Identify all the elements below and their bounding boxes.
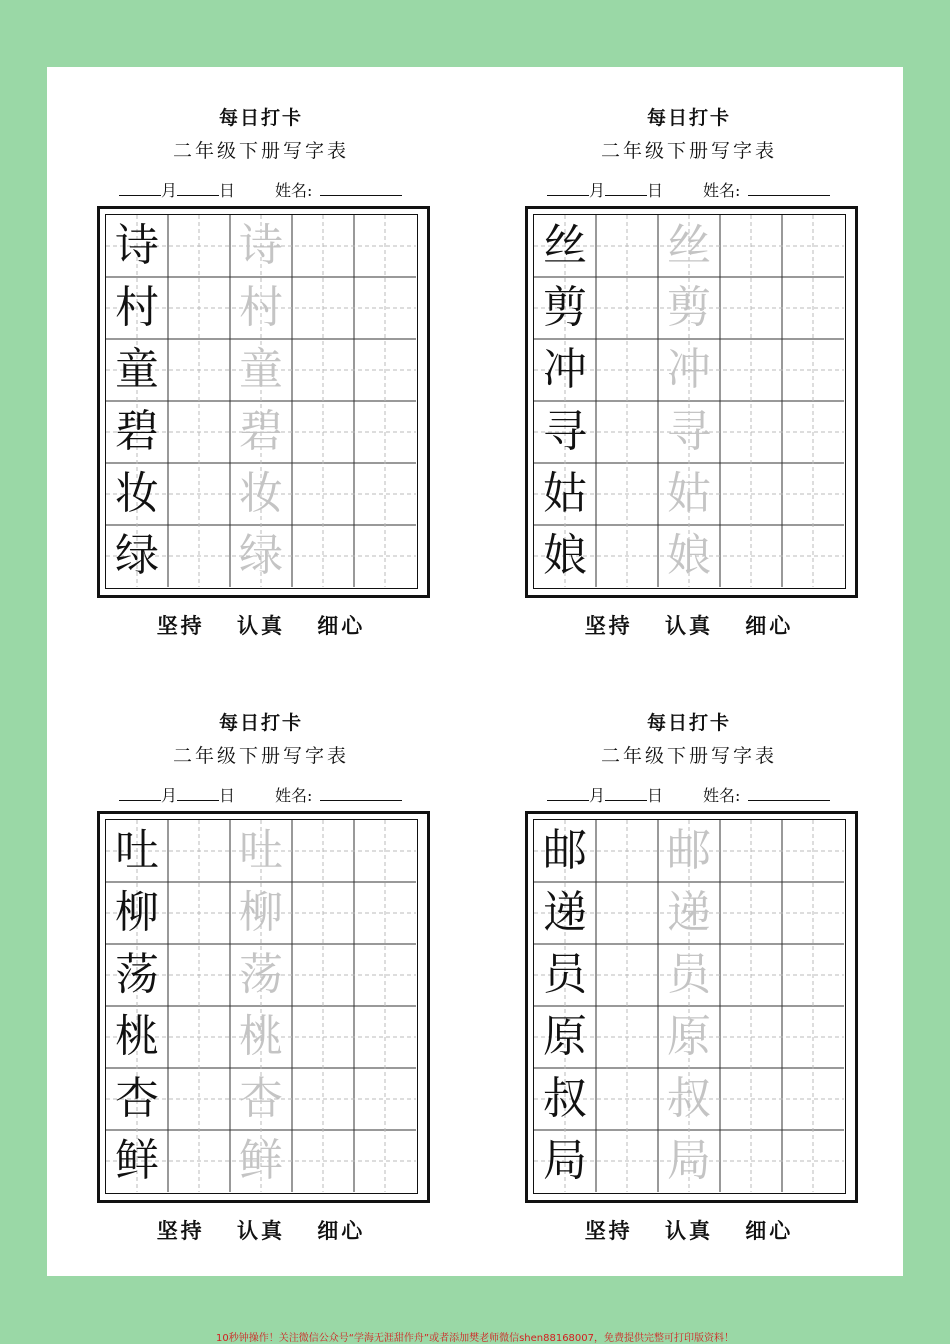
trace-character[interactable]: 村 xyxy=(239,282,283,333)
trace-character[interactable]: 局 xyxy=(667,1135,711,1186)
month-blank[interactable] xyxy=(547,181,589,196)
writing-grid xyxy=(533,214,846,589)
model-character: 绿 xyxy=(115,530,159,581)
model-character: 杏 xyxy=(115,1073,159,1124)
model-character: 递 xyxy=(543,887,587,938)
day-label: 日 xyxy=(647,786,664,805)
writing-grid xyxy=(533,819,846,1194)
model-character: 局 xyxy=(543,1135,587,1186)
motto: 坚持 认真 细心 xyxy=(156,613,366,638)
trace-character[interactable]: 邮 xyxy=(667,825,711,876)
card-title: 每日打卡 xyxy=(218,107,303,129)
trace-character[interactable]: 原 xyxy=(667,1011,711,1062)
name-blank[interactable] xyxy=(748,181,830,196)
footer-notice: 10秒钟操作！关注微信公众号“学海无涯甜作舟”或者添加樊老师微信shen88168007，免费提供完整可打印版资料！ xyxy=(215,1333,735,1344)
practice-card xyxy=(475,672,903,1272)
name-blank[interactable] xyxy=(748,786,830,801)
trace-character[interactable]: 递 xyxy=(667,887,711,938)
model-character: 鲜 xyxy=(115,1135,159,1186)
month-label: 月 xyxy=(589,786,606,805)
trace-character[interactable]: 桃 xyxy=(239,1011,283,1062)
trace-character[interactable]: 绿 xyxy=(239,530,283,581)
model-character: 原 xyxy=(543,1011,587,1062)
model-character: 桃 xyxy=(115,1011,159,1062)
name-label: 姓名: xyxy=(703,786,741,805)
day-label: 日 xyxy=(219,786,236,805)
motto: 坚持 认真 细心 xyxy=(156,1218,366,1243)
model-character: 冲 xyxy=(543,344,587,395)
trace-character[interactable]: 诗 xyxy=(239,220,283,271)
model-character: 寻 xyxy=(543,406,587,457)
trace-character[interactable]: 杏 xyxy=(239,1073,283,1124)
month-blank[interactable] xyxy=(119,181,161,196)
month-label: 月 xyxy=(161,181,178,200)
trace-character[interactable]: 吐 xyxy=(239,825,283,876)
date-name-line xyxy=(119,783,402,806)
name-label: 姓名: xyxy=(703,181,741,200)
date-name-line xyxy=(119,178,402,201)
trace-character[interactable]: 冲 xyxy=(667,344,711,395)
day-blank[interactable] xyxy=(177,786,219,801)
trace-character[interactable]: 童 xyxy=(239,344,283,395)
worksheet-paper xyxy=(47,67,903,1276)
trace-character[interactable]: 妆 xyxy=(239,468,283,519)
model-character: 荡 xyxy=(115,949,159,1000)
model-character: 娘 xyxy=(543,530,587,581)
name-blank[interactable] xyxy=(320,786,402,801)
day-label: 日 xyxy=(219,181,236,200)
day-blank[interactable] xyxy=(177,181,219,196)
model-character: 吐 xyxy=(115,825,159,876)
card-title: 每日打卡 xyxy=(646,107,731,129)
trace-character[interactable]: 荡 xyxy=(239,949,283,1000)
card-subtitle: 二年级下册写字表 xyxy=(172,140,349,162)
model-character: 童 xyxy=(115,344,159,395)
model-character: 诗 xyxy=(115,220,159,271)
trace-character[interactable]: 叔 xyxy=(667,1073,711,1124)
name-blank[interactable] xyxy=(320,181,402,196)
month-label: 月 xyxy=(589,181,606,200)
name-label: 姓名: xyxy=(275,181,313,200)
writing-grid xyxy=(105,819,418,1194)
model-character: 柳 xyxy=(115,887,159,938)
writing-grid xyxy=(105,214,418,589)
trace-character[interactable]: 姑 xyxy=(667,468,711,519)
card-title: 每日打卡 xyxy=(218,712,303,734)
trace-character[interactable]: 娘 xyxy=(667,530,711,581)
month-blank[interactable] xyxy=(119,786,161,801)
model-character: 姑 xyxy=(543,468,587,519)
practice-card xyxy=(47,672,475,1272)
model-character: 剪 xyxy=(543,282,587,333)
model-character: 丝 xyxy=(543,220,587,271)
date-name-line xyxy=(547,783,830,806)
motto: 坚持 认真 细心 xyxy=(584,613,794,638)
model-character: 叔 xyxy=(543,1073,587,1124)
trace-character[interactable]: 鲜 xyxy=(239,1135,283,1186)
trace-character[interactable]: 寻 xyxy=(667,406,711,457)
trace-character[interactable]: 丝 xyxy=(667,220,711,271)
day-blank[interactable] xyxy=(605,181,647,196)
date-name-line xyxy=(547,178,830,201)
day-label: 日 xyxy=(647,181,664,200)
day-blank[interactable] xyxy=(605,786,647,801)
card-subtitle: 二年级下册写字表 xyxy=(172,745,349,767)
month-blank[interactable] xyxy=(547,786,589,801)
model-character: 邮 xyxy=(543,825,587,876)
model-character: 员 xyxy=(543,949,587,1000)
trace-character[interactable]: 剪 xyxy=(667,282,711,333)
motto: 坚持 认真 细心 xyxy=(584,1218,794,1243)
card-subtitle: 二年级下册写字表 xyxy=(600,745,777,767)
model-character: 碧 xyxy=(115,406,159,457)
card-title: 每日打卡 xyxy=(646,712,731,734)
trace-character[interactable]: 员 xyxy=(667,949,711,1000)
trace-character[interactable]: 柳 xyxy=(239,887,283,938)
model-character: 妆 xyxy=(115,468,159,519)
name-label: 姓名: xyxy=(275,786,313,805)
practice-card xyxy=(475,67,903,667)
trace-character[interactable]: 碧 xyxy=(239,406,283,457)
model-character: 村 xyxy=(115,282,159,333)
practice-card xyxy=(47,67,475,667)
card-subtitle: 二年级下册写字表 xyxy=(600,140,777,162)
month-label: 月 xyxy=(161,786,178,805)
